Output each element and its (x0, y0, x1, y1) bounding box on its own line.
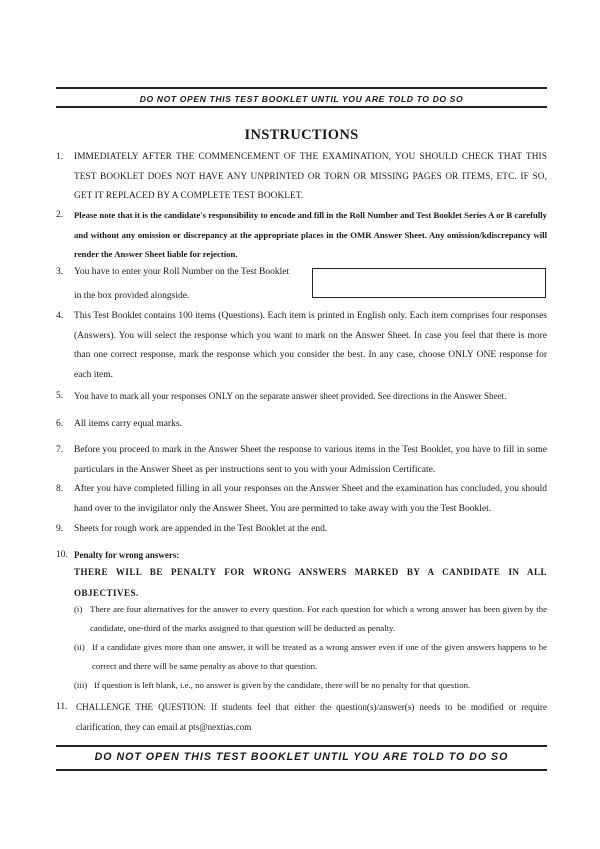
item-text: You have to mark all your responses ONLY on the separate answer sheet provided. See directions in the Answer Sheet. (74, 391, 507, 401)
subitem-number: (iii) (74, 680, 88, 690)
item-number: 3. (56, 267, 64, 277)
top-warning-banner: DO NOT OPEN THIS TEST BOOKLET UNTIL YOU ARE TOLD TO DO SO (139, 94, 464, 104)
item-text: CHALLENGE THE QUESTION: If students feel that either the question(s)/answer(s) needs to be modified or require clarification, they can email at pts@nextias.com (76, 702, 547, 732)
item-number: 5. (56, 391, 64, 401)
penalty-heading (74, 562, 547, 602)
item-text: IMMEDIATELY AFTER THE COMMENCEMENT OF THE EXAMINATION, YOU SHOULD CHECK THAT THIS TEST BOOKLET DOES NOT HAVE ANY UNPRINTED OR TORN OR MISSING PAGES OR ITEMS, ETC. IF SO, GET IT REPLACED BY A COMPLETE TEST BOOKLET. (74, 152, 547, 201)
subitem-number: (ii) (74, 642, 85, 652)
item-text: All items carry equal marks. (74, 419, 182, 429)
item-text-line1: You have to enter your Roll Number on the Test Booklet (74, 267, 290, 277)
subitem-number: (i) (74, 604, 83, 614)
page-title: INSTRUCTIONS (244, 127, 359, 143)
item-number: 7. (56, 445, 64, 455)
item-number: 10. (56, 550, 68, 560)
bottom-warning-banner: DO NOT OPEN THIS TEST BOOKLET UNTIL YOU ARE TOLD TO DO SO (94, 751, 509, 763)
penalty-heading-text: THERE WILL BE PENALTY FOR WRONG ANSWERS MARKED BY A CANDIDATE IN ALL OBJECTIVES. (74, 567, 547, 598)
item-text: Sheets for rough work are appended in the Test Booklet at the end. (74, 524, 328, 534)
instruction-item-1 (56, 148, 547, 208)
item-text: After you have completed filling in all your responses on the Answer Sheet and the examination has concluded, you should hand over to the invigilator only the Answer Sheet. You are permitted to take away with you the Test Booklet. (74, 484, 547, 514)
item-text-line2: in the box provided alongside. (74, 291, 190, 301)
subitem-text: If a candidate gives more than one answer, it will be treated as a wrong answer even if one of the given answers happens to be correct and there will be same penalty as above to that question. (92, 642, 547, 671)
item-text: Penalty for wrong answers: (74, 550, 180, 560)
item-number: 8. (56, 484, 64, 494)
roll-number-box[interactable] (312, 268, 546, 298)
bottom-rule-lower (56, 769, 547, 771)
item-text: Please note that it is the candidate's responsibility to encode and fill in the Roll Number and Test Booklet Series A or B carefully and without any omission or discrepancy at the appropriate places in the OMR Answer Sheet. Any omission/kdiscrepancy will render the Answer Sheet liable for rejection. (74, 210, 547, 259)
subitem-text: If question is left blank, i.e., no answer is given by the candidate, there will be no penalty for that question. (94, 680, 471, 690)
instruction-item-2 (56, 206, 547, 266)
item-text: Before you proceed to mark in the Answer Sheet the response to various items in the Test Booklet, you have to fill in some particulars in the Answer Sheet as per instructions sent to you with your Admission Certificate. (74, 445, 547, 475)
instruction-item-11 (56, 698, 547, 738)
item-number: 11. (56, 702, 68, 712)
item-number: 6. (56, 419, 64, 429)
item-text: This Test Booklet contains 100 items (Questions). Each item is printed in English only. Each item comprises four responses (Answers). You will select the response which you want to mark on the Answer Sheet. In case you feel that there is more than one correct response, mark the response which you consider the best. In any case, choose ONLY ONE response for each item. (74, 311, 547, 380)
item-number: 2. (56, 210, 64, 220)
top-rule-lower (56, 106, 547, 108)
instruction-item-8 (56, 480, 547, 520)
instruction-item-4 (56, 307, 547, 387)
item-number: 9. (56, 524, 64, 534)
item-number: 4. (56, 311, 64, 321)
bottom-rule-upper (56, 745, 547, 747)
penalty-subitem-1 (74, 600, 547, 638)
subitem-text: There are four alternatives for the answer to every question. For each question for which a wrong answer has been given by the candidate, one-third of the marks assigned to that question will be deducted as penalty. (90, 604, 547, 633)
item-number: 1. (56, 152, 64, 162)
top-rule-upper (56, 87, 547, 89)
penalty-subitem-2 (74, 638, 547, 676)
instruction-item-7 (56, 441, 547, 481)
